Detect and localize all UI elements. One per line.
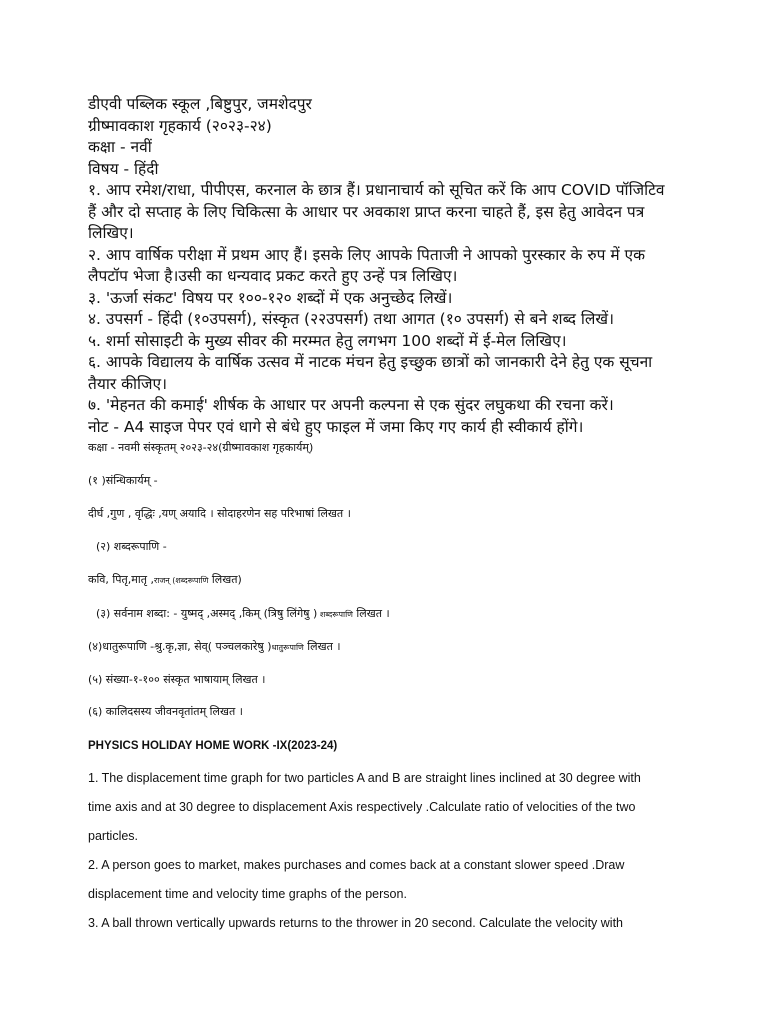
sanskrit-item-2-end: लिखत) <box>208 573 242 586</box>
sanskrit-item-2-small: राजन् (शब्दरूपाणि <box>153 576 209 585</box>
physics-q3-line1: 3. A ball thrown vertically upwards returns to the thrower in 20 second. Calculate the velocity with <box>88 916 623 930</box>
hindi-q2-line1: २. आप वार्षिक परीक्षा में प्रथम आए हैं। इसके लिए आपके पिताजी ने आपको पुरस्कार के रुप में एक <box>88 245 646 264</box>
hindi-q5: ५. शर्मा सोसाइटी के मुख्य सीवर की मरम्मत हेतु लगभग 100 शब्दों में ई-मेल लिखिए। <box>88 331 567 350</box>
document-page <box>88 94 728 938</box>
sanskrit-item-2-detail <box>88 572 728 589</box>
hindi-q2-line2: लैपटॉप भेजा है।उसी का धन्यवाद प्रकट करते हुए उन्हें पत्र लिखिए। <box>88 267 458 285</box>
hindi-title: ग्रीष्मावकाश गृहकार्य (२०२३-२४) <box>88 116 272 135</box>
sanskrit-item-3-end: लिखत । <box>352 607 390 620</box>
sanskrit-item-1: (१ )संन्धिकार्यम् - <box>88 474 158 487</box>
hindi-q4: ४. उपसर्ग - हिंदी (१०उपसर्ग), संस्कृत (२२उपसर्ग) तथा आगत (१० उपसर्ग) से बने शब्द लिखें। <box>88 310 614 328</box>
hindi-q1-line1: १. आप रमेश/राधा, पीपीएस, करनाल के छात्र हैं। प्रधानाचार्य को सूचित करें कि आप COVID पॉजिटिव <box>88 181 665 199</box>
hindi-note: नोट - A4 साइज पेपर एवं धागे से बंधे हुए फाइल में जमा किए गए कार्य ही स्वीकार्य होंगे। <box>88 417 584 436</box>
physics-q2-line2: displacement time and velocity time graphs of the person. <box>88 887 407 901</box>
hindi-q1-line3: लिखिए। <box>88 224 134 242</box>
class-line: कक्षा - नवीं <box>88 138 152 156</box>
physics-title: PHYSICS HOLIDAY HOME WORK -IX(2023-24) <box>88 740 338 752</box>
subject-line: विषय - हिंदी <box>88 159 159 178</box>
sanskrit-item-4-text: (४)धातुरूपाणि -श्रु.कृ,ज्ञा, सेव्( पञ्चलकारेषु ) <box>88 640 272 653</box>
sanskrit-item-3-text: (३) सर्वनाम शब्दा: - युष्मद् ,अस्मद् ,किम् (त्रिषु लिंगेषु ) <box>96 607 318 620</box>
school-name: डीएवी पब्लिक स्कूल ,बिष्टुपुर, जमशेदपुर <box>88 95 312 113</box>
sanskrit-item-2: (२) शब्दरूपाणि - <box>96 540 167 553</box>
hindi-q6-line1: ६. आपके विद्यालय के वार्षिक उत्सव में नाटक मंचन हेतु इच्छुक छात्रों को जानकारी देने हेतु एक सूचना <box>88 353 653 371</box>
physics-q2-line1: 2. A person goes to market, makes purchases and comes back at a constant slower speed .Draw <box>88 858 625 872</box>
sanskrit-item-2-words: कवि, पितृ,मातृ , <box>88 573 154 586</box>
hindi-q7: ७. 'मेहनत की कमाई' शीर्षक के आधार पर अपनी कल्पना से एक सुंदर लघुकथा की रचना करें। <box>88 396 614 414</box>
sanskrit-heading: कक्षा - नवमी संस्कृतम् २०२३-२४(ग्रीष्मावकाश गृहकार्यम्) <box>88 441 314 454</box>
sanskrit-item-6: (६) कालिदसस्य जीवनवृतांतम् लिखत । <box>88 705 243 718</box>
sanskrit-item-3 <box>88 606 728 623</box>
physics-q1-line2: time axis and at 30 degree to displacement Axis respectively .Calculate ratio of velocities of the two <box>88 800 636 814</box>
sanskrit-item-1-detail: दीर्घ ,गुण , वृद्धिः ,यण् अयादि । सोदाहरणेन सह परिभाषां लिखत । <box>88 507 351 520</box>
hindi-q1-line2: हैं और दो सप्ताह के लिए चिकित्सा के आधार पर अवकाश प्राप्त करना चाहते हैं, इस हेतु आवेदन पत्र <box>88 202 645 221</box>
hindi-q6-line2: तैयार कीजिए। <box>88 374 167 393</box>
physics-q1-line1: 1. The displacement time graph for two particles A and B are straight lines inclined at 30 degree with <box>88 771 641 785</box>
sanskrit-item-4-end: लिखत । <box>303 640 341 653</box>
hindi-q3: ३. 'ऊर्जा संकट' विषय पर १००-१२० शब्दों में एक अनुच्छेद लिखें। <box>88 288 453 307</box>
sanskrit-item-5: (५) संख्या-१-१०० संस्कृत भाषायाम् लिखत । <box>88 673 266 686</box>
sanskrit-item-3-small: शब्दरूपाणि <box>317 610 353 619</box>
sanskrit-item-4-small: धातुरूपाणि <box>271 643 304 652</box>
physics-q1-line3: particles. <box>88 829 139 843</box>
sanskrit-item-4 <box>88 639 728 656</box>
